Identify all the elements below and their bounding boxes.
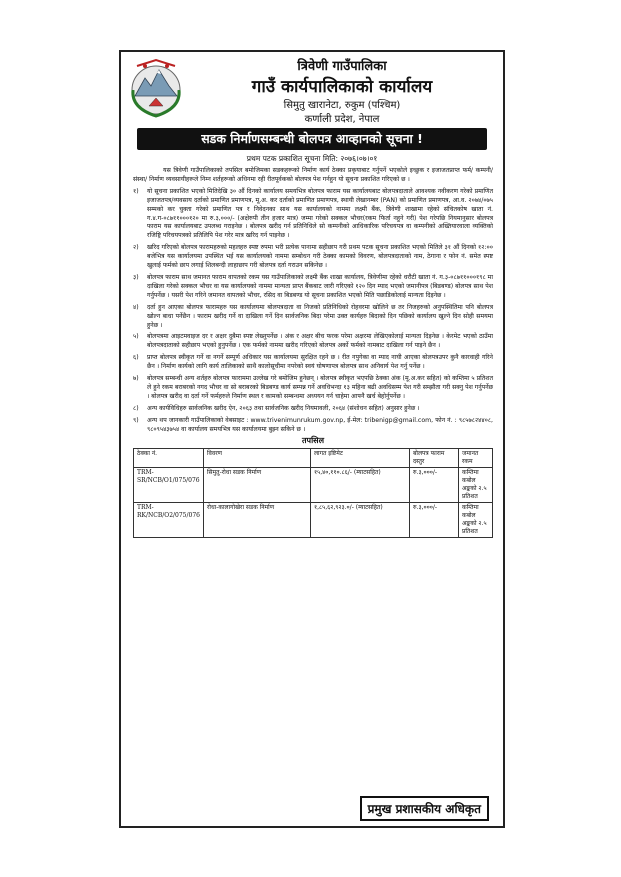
security-amount-cell: कम्तिमा कबोल अङ्कको २.५ प्रतिशत xyxy=(458,468,492,503)
condition-text: खरिद गरिएको बोलपत्र फारामहरुको महलहरु स्पष्ट रुपमा भरी प्रत्येक पानामा सहीछाप गरी प्रथम पटक सूचना प्रकाशित भएको मितिले ३१ औं दिनको १२:०० बजेभित्र यस कार्यालयमा उपस्थित भई यस कार्यालयको नाममा सम्बोधन गरी ठेक्का कामको विवरण, बोलपत्रदाताको नाम, ठेगाना र फोन नं. समेत स्पष्ट खुलाई फर्मको छाप लगाई शिलबन्दी लाहाछाप गरी बोलपत्र दर्ता गराउन सकिनेछ । xyxy=(147,244,493,270)
conditions-list xyxy=(133,188,493,435)
notice-title-banner: सडक निर्माणसम्बन्धी बोलपत्र आव्हानको सूचना ! xyxy=(137,128,487,150)
condition-number: ७) xyxy=(133,375,139,383)
cost-estimate-cell: १५,४०,११०.८६/- (म्याटसहित) xyxy=(310,468,409,503)
condition-text: बोलपत्र सम्बन्धी अन्य शर्तहरु बोलपत्र फाराममा उल्लेख गरे बमोजिम हुनेछन् । बोलपत्र स्वीकृत भएपछि ठेक्का अंक (मू.अ.कर सहित) को कम्तिमा ५ प्रतिशत ले हुने रकम बराबरको नगद भौचर वा सो बराबरको बिडबण्ड कार्य सम्पन्न गर्ने अवधिभन्दा १३ महिना बढी अवधिसम्म पेश गरी सम्झौता गरी सक्नु पेश गर्नुपर्नेछ । बोलपत्र खरीद वा दर्ता गर्ने फर्महरुले निर्माण स्थल र कामको सम्बन्धमा अध्ययन गर्न चाहेमा आफ्नै खर्च बेहोर्नुपर्नेछ । xyxy=(147,375,493,400)
condition-item xyxy=(133,417,493,435)
municipality-name: त्रिवेणी गाउँपालिका xyxy=(297,59,387,74)
col-header-form-fee: बोलपत्र फाराम दस्तुर xyxy=(409,449,458,468)
condition-item xyxy=(133,405,493,414)
address-line-2: कर्णाली प्रदेश, नेपाल xyxy=(304,114,380,125)
condition-text: अन्य थप जानकारी गाउँपालिकाको वेबसाइट : www.trivenimunrukum.gov.np, ई-मेल: tribenigp@gmail.com, फोन नं. : ९८५७८२४४०८, ९८०९५४३७५४ वा कार्यालय समयभित्र यस कार्यालयमा बुझ्न सकिने छ । xyxy=(147,416,493,433)
nepal-government-emblem-icon xyxy=(127,56,185,120)
condition-text: बोलपत्रमा आइटमवाइज दर र अक्षर दुबैमा स्पष्ट लेख्नुपर्नेछ । अंक र अक्षर बीच फरक परेमा अक्षरमा लेखिएकोलाई मान्यता दिइनेछ । केरमेट भएको ठाउँमा बोलपत्रदाताको सहीछाप भएको हुनुपर्नेछ । एक फर्मको नाममा खरीद गरिएको बोलपत्र अर्को फर्मको नामबाट दाखिला गर्न पाइने छैन । xyxy=(147,333,493,350)
condition-number: ८) xyxy=(133,404,139,412)
condition-text: बोलपत्र फाराम साथ जमानत फाराम वापतको रकम यस गाउँपालिकाको लक्ष्मी बैंक शाखा कार्यालय, त्रिवेणीमा रहेको धरौटी खाता नं. ग.३-०८७११०००१९८ मा दाखिला गरेको सक्कल भौचर वा यस कार्यालयको नाममा मान्यता प्राप्त बैंकबाट जारी गरिएको १२० दिन म्याद भएको जमानीपत्र (बिडबण्ड) बोलपत्र साथ पेश गर्नुपर्नेछ । यसरी पेश गरिने जमानत वापतको भौचर, रसिद वा बिडबण्ड यो सूचना प्रकाशित भएको मिति पछाडिकोलाई मान्यता दिइनेछ । xyxy=(147,273,493,299)
condition-text: प्राप्त बोलपत्र स्वीकृत गर्ने वा नगर्ने सम्पूर्ण अधिकार यस कार्यालयमा सुरक्षित रहने छ । रीत नपुगेका वा म्याद नाघी आएका बोलपत्रउपर कुनै कारवाही गरिने छैन । निर्माण कार्यको लागि कार्य तालिकाको साथै कालोसूचीमा नपरेको स्वयं घोषणापत्र बोलपत्र साथ अनिवार्य पेश गर्नु पर्नेछ । xyxy=(147,354,493,371)
condition-number: ९) xyxy=(133,416,139,424)
signature-title: प्रमुख प्रशासकीय अधिकृत xyxy=(360,796,489,821)
condition-text: यो सूचना प्रकाशित भएको मितिदेखि ३० औं दिनको कार्यालय समयभित्र बोलपत्र फाराम यस कार्यालयबाट बोलपत्रदाताले आवश्यक नवीकरण गरेको प्रमाणित इजाजतपत्र/व्यवसाय दर्ताको प्रमाणित प्रमाणपत्र, मू.अ. कर दर्ताको प्रमाणित प्रमाणपत्र, स्थायी लेखानम्बर (PAN) को प्रमाणित प्रमाणपत्र, आ.व. २०७४/०७५ सम्मको कर चुक्ता गरेको प्रमाणित पत्र र निवेदनका साथ यस कार्यालयको नाममा लक्ष्मी बैंक, त्रिवेणी शाखामा रहेको संचितकोष खाता नं. ग.४.ग-०८७११०००१२० मा रु.३,०००/- (अक्षेरुपी तीन हजार मात्र) जम्मा गरेको सक्कल भौचर(रकम फिर्ता नहुने गरी) पेश गरेपछि नियमानुसार बोलपत्र फाराम यस कार्यालयबाट उपलब्ध गराइनेछ । बोलपत्र खरीद गर्न प्रतिनिधिले सो कम्पनीको आधिकारिक परिचयपत्र वा कम्पनीको अख्तियारवाला व्यक्तिको रजिष्ट्रि परिचयपत्रको प्रतिलिपि पेश गरेर मात्र खरिद गर्न पाइनेछ । xyxy=(147,187,493,240)
description-cell: सिमुतु-रोधा सडक निर्माण xyxy=(203,468,310,503)
condition-item xyxy=(133,188,493,241)
description-cell: रोधा-कालागोखेरा सडक निर्माण xyxy=(203,503,310,538)
condition-number: १) xyxy=(133,187,139,195)
condition-text: अन्य कार्यविधिहरु सार्वजनिक खरीद ऐन, २०६३ तथा सार्वजनिक खरीद नियमावली, २०६४ (संशोधन सहित) अनुसार हुनेछ । xyxy=(147,404,420,412)
contract-no-cell: TRM-SR/NCB/O1/075/076 xyxy=(134,468,204,503)
security-amount-cell: कम्तिमा कबोल अङ्कको २.५ प्रतिशत xyxy=(458,503,492,538)
annex-title: तपसिल xyxy=(301,436,324,446)
condition-number: ४) xyxy=(133,303,139,311)
col-header-description: विवरण xyxy=(203,449,310,468)
condition-number: २) xyxy=(133,244,139,252)
contract-no-cell: TRM-RK/NCB/O2/075/076 xyxy=(134,503,204,538)
condition-number: ६) xyxy=(133,354,139,362)
intro-paragraph: यस त्रिवेणी गाउँपालिकाको तपसिल बमोजिमका सडकहरूको निर्माण कार्य ठेक्का प्रकृयाबाट गर्नुपर्ने भएकोले इच्छुक र इजाजतप्राप्त फर्म/ कम्पनी/ संस्था/ निर्माण व्यवसायीहरूले निम्न शर्तहरूको अधिनमा रही रीतपूर्वकको बोलपत्र पेश गर्नहुन यो सूचना प्रकाशित गरिएको छ । xyxy=(133,167,493,183)
condition-item xyxy=(133,333,493,351)
condition-item xyxy=(133,304,493,331)
cost-estimate-cell: १,८५,६२,९२३.०/- (म्याटसहित) xyxy=(310,503,409,538)
condition-item xyxy=(133,274,493,301)
notice-body xyxy=(133,167,493,538)
office-name: गाउँ कार्यपालिकाको कार्यालय xyxy=(251,77,433,97)
condition-text: दर्ता हुन आएका बोलपत्र फारामहरु यस कार्यालयमा बोलपत्रदाता वा निजको प्रतिनिधिको रोहवरमा खोलिने छ तर निजहरुको अनुपस्थितिमा पनि बोलपत्र खोल्न बाधा पर्नेछैन । फाराम खरीद गर्ने वा दाखिला गर्ने दिन सार्वजनिक बिदा परेमा उक्त कार्यहरु बिदाको दिन पछिको कार्यालय खुल्ने दिन सोही समयमा हुनेछ । xyxy=(147,303,493,329)
form-fee-cell: रु.३,०००/- xyxy=(409,503,458,538)
col-header-contract-no: ठेक्का नं. xyxy=(134,449,204,468)
condition-number: ३) xyxy=(133,273,139,281)
table-row xyxy=(134,468,493,503)
table-row xyxy=(134,503,493,538)
form-fee-cell: रु.३,०००/- xyxy=(409,468,458,503)
contracts-table xyxy=(133,448,493,538)
condition-item xyxy=(133,244,493,271)
col-header-security-amount: जमानत रकम xyxy=(458,449,492,468)
notice-frame xyxy=(119,50,505,828)
table-header-row xyxy=(134,449,493,468)
address-line-1: सिमुतु खारानेटा, रुकुम (पश्चिम) xyxy=(283,100,401,111)
col-header-cost-estimate: लागत इष्टिमेट xyxy=(310,449,409,468)
condition-item xyxy=(133,375,493,402)
condition-number: ५) xyxy=(133,333,139,341)
publish-date: प्रथम पटक प्रकाशित सूचना मिति: २०७६।०७।०१ xyxy=(246,154,378,163)
condition-item xyxy=(133,354,493,372)
